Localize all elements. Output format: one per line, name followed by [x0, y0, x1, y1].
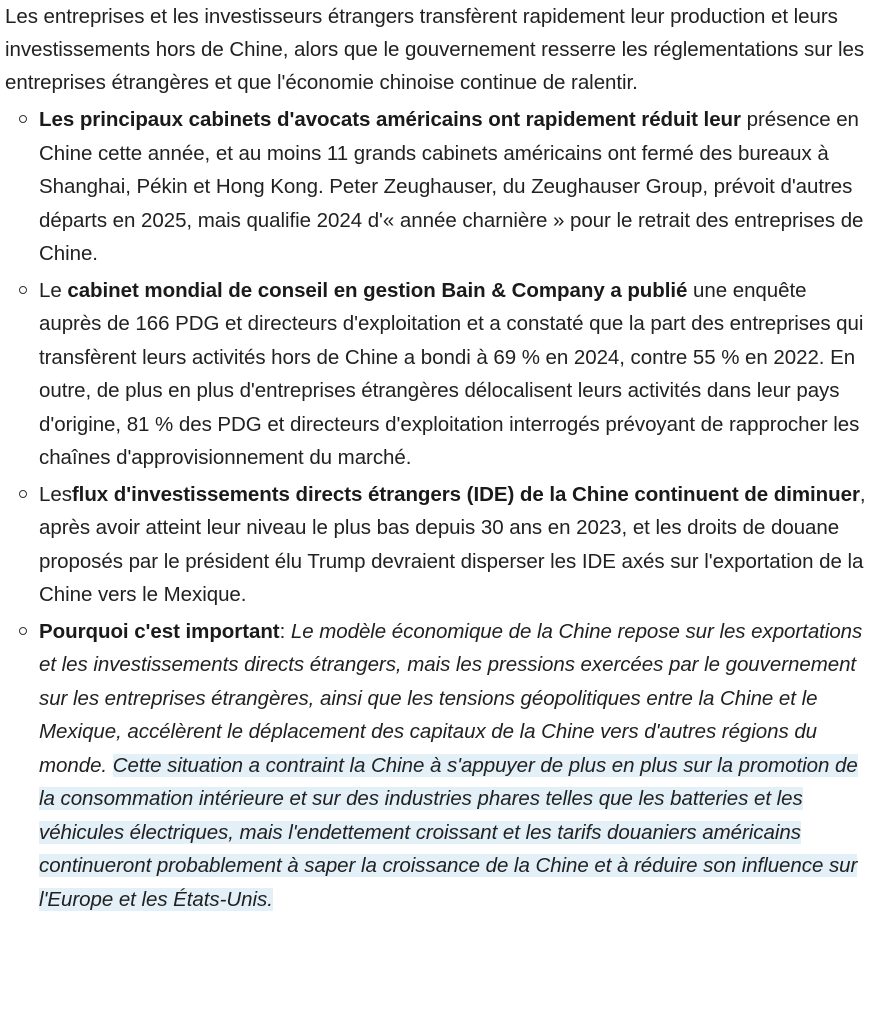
item-text: présence en Chine cette année, et au moins 11 grands cabinets américains ont fermé des bureaux à Shanghai, Pékin et Hong Kong. Peter Zeughauser, du Zeughauser Group, prévoit d'autres départs en 2025, mais qualifie 2024 d'« année charnière » pour le retrait des entreprises de Chine. — [39, 108, 864, 265]
list-item — [39, 478, 867, 612]
hollow-circle-bullet-icon — [19, 627, 27, 635]
item-lead: Les — [39, 482, 72, 506]
hollow-circle-bullet-icon — [19, 490, 27, 498]
item-bold: cabinet mondial de conseil en gestion Bain & Company a publié — [67, 278, 688, 302]
why-label: Pourquoi c'est important — [39, 619, 280, 643]
list-item — [39, 103, 867, 271]
item-bold: flux d'investissements directs étrangers (IDE) de la Chine continuent de diminuer — [71, 482, 860, 506]
item-text: , après avoir atteint leur niveau le plus bas depuis 30 ans en 2023, et les droits de douane proposés par le président élu Trump devraient disperser les IDE axés sur l'exportation de la Chine vers le Mexique. — [39, 482, 866, 606]
hollow-circle-bullet-icon — [19, 286, 27, 294]
item-text: une enquête auprès de 166 PDG et directeurs d'exploitation et a constaté que la part des entreprises qui transfèrent leurs activités hors de Chine a bondi à 69 % en 2024, contre 55 % en 2022. En outre, de plus en plus d'entreprises étrangères délocalisent leurs activités dans leur pays d'origine, 81 % des PDG et directeurs d'exploitation interrogés prévoyant de rapprocher les chaînes d'approvisionnement du marché. — [39, 278, 864, 469]
hollow-circle-bullet-icon — [19, 115, 27, 123]
item-bold: Les principaux cabinets d'avocats américains ont rapidement réduit leur — [39, 108, 741, 131]
why-separator: : — [279, 619, 291, 643]
list-item — [39, 274, 867, 475]
why-italic-text: Le modèle économique de la Chine repose sur les exportations et les investissements directs étrangers, mais les pressions exercées par le gouvernement sur les entreprises étrangères, ainsi que les tensions géopolitiques entre la Chine et le Mexique, accélèrent le déplacement des capitaux de la Chine vers d'autres régions du monde. — [39, 619, 863, 777]
bullet-list — [5, 103, 867, 916]
intro-paragraph: Les entreprises et les investisseurs étrangers transfèrent rapidement leur production et leurs investissements hors de Chine, alors que le gouvernement resserre les réglementations sur les entreprises étrangères et que l'économie chinoise continue de ralentir. — [5, 5, 865, 94]
why-it-matters-item — [39, 615, 867, 917]
item-lead: Le — [39, 278, 68, 302]
highlighted-text: Cette situation a contraint la Chine à s'appuyer de plus en plus sur la promotion de la consommation intérieure et sur des industries phares telles que les batteries et les véhicules électriques, mais l'endettement croissant et les tarifs douaniers américains continueront probablement à saper la croissance de la Chine et à réduire son influence sur l'Europe et les États-Unis. — [39, 753, 858, 911]
